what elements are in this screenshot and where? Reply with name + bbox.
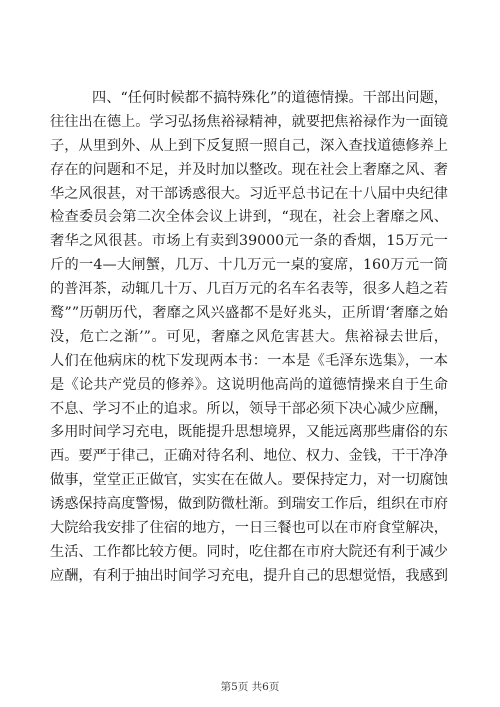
- text-line: 没，危亡之渐’”。可见，奢靡之风危害甚大。焦裕禄去世后，: [50, 328, 448, 345]
- text-line: 西。要严于律己，正确对待名利、地位、权力、金钱，干干净净: [50, 448, 448, 465]
- text-line: 不息、学习不止的追求。所以，领导干部必须下决心减少应酬，: [50, 400, 448, 417]
- body-paragraph: [50, 87, 448, 589]
- page-number-label: 第5页 共6页: [220, 681, 280, 693]
- text-line: 大院给我安排了住宿的地方，一日三餐也可以在市府食堂解决，: [50, 520, 448, 537]
- text-line: 存在的问题和不足，并及时加以整改。现在社会上奢靡之风、奢: [50, 161, 448, 178]
- text-line: 诱惑保持高度警惕，做到防微杜渐。到瑞安工作后，组织在市府: [50, 496, 448, 513]
- text-line: 做事，堂堂正正做官，实实在在做人。要保持定力，对一切腐蚀: [50, 472, 448, 489]
- text-line: 检查委员会第二次全体会议上讲到，“现在，社会上奢靡之风、: [50, 209, 448, 226]
- text-line: 四、“任何时候都不搞特殊化”的道德情操。干部出问题，: [92, 90, 448, 106]
- text-line: 的普洱茶，动辄几十万、几百万元的名车名表等，很多人趋之若: [50, 281, 448, 298]
- text-line: 人们在他病床的枕下发现两本书：一本是《毛泽东选集》，一本: [50, 352, 448, 369]
- text-line: 生活、工作都比较方便。同时，吃住都在市府大院还有利于减少: [50, 543, 448, 560]
- text-line: 是《论共产党员的修养》。这说明他高尚的道德情操来自于生命: [50, 376, 448, 393]
- page-footer: [0, 680, 500, 694]
- text-line: 奢华之风很甚。市场上有卖到39000元一条的香烟，15万元一: [50, 233, 448, 250]
- text-line: 斤的一4—大闸蟹，几万、十几万元一桌的宴席，160万元一筒: [50, 257, 448, 274]
- text-line: 子，从里到外、从上到下反复照一照自己，深入查找道德修养上: [50, 137, 448, 154]
- text-line: 华之风很甚，对干部诱惑很大。习近平总书记在十八届中央纪律: [50, 185, 448, 202]
- text-line: 多用时间学习充电，既能提升思想境界，又能远离那些庸俗的东: [50, 424, 448, 441]
- text-line: 往往出在德上。学习弘扬焦裕禄精神，就要把焦裕禄作为一面镜: [50, 113, 448, 130]
- text-line: 应酬，有利于抽出时间学习充电，提升自己的思想觉悟，我感到: [50, 567, 448, 584]
- text-line: 鹜””历朝历代，奢靡之风兴盛都不是好兆头，正所谓‘奢靡之始: [50, 305, 448, 322]
